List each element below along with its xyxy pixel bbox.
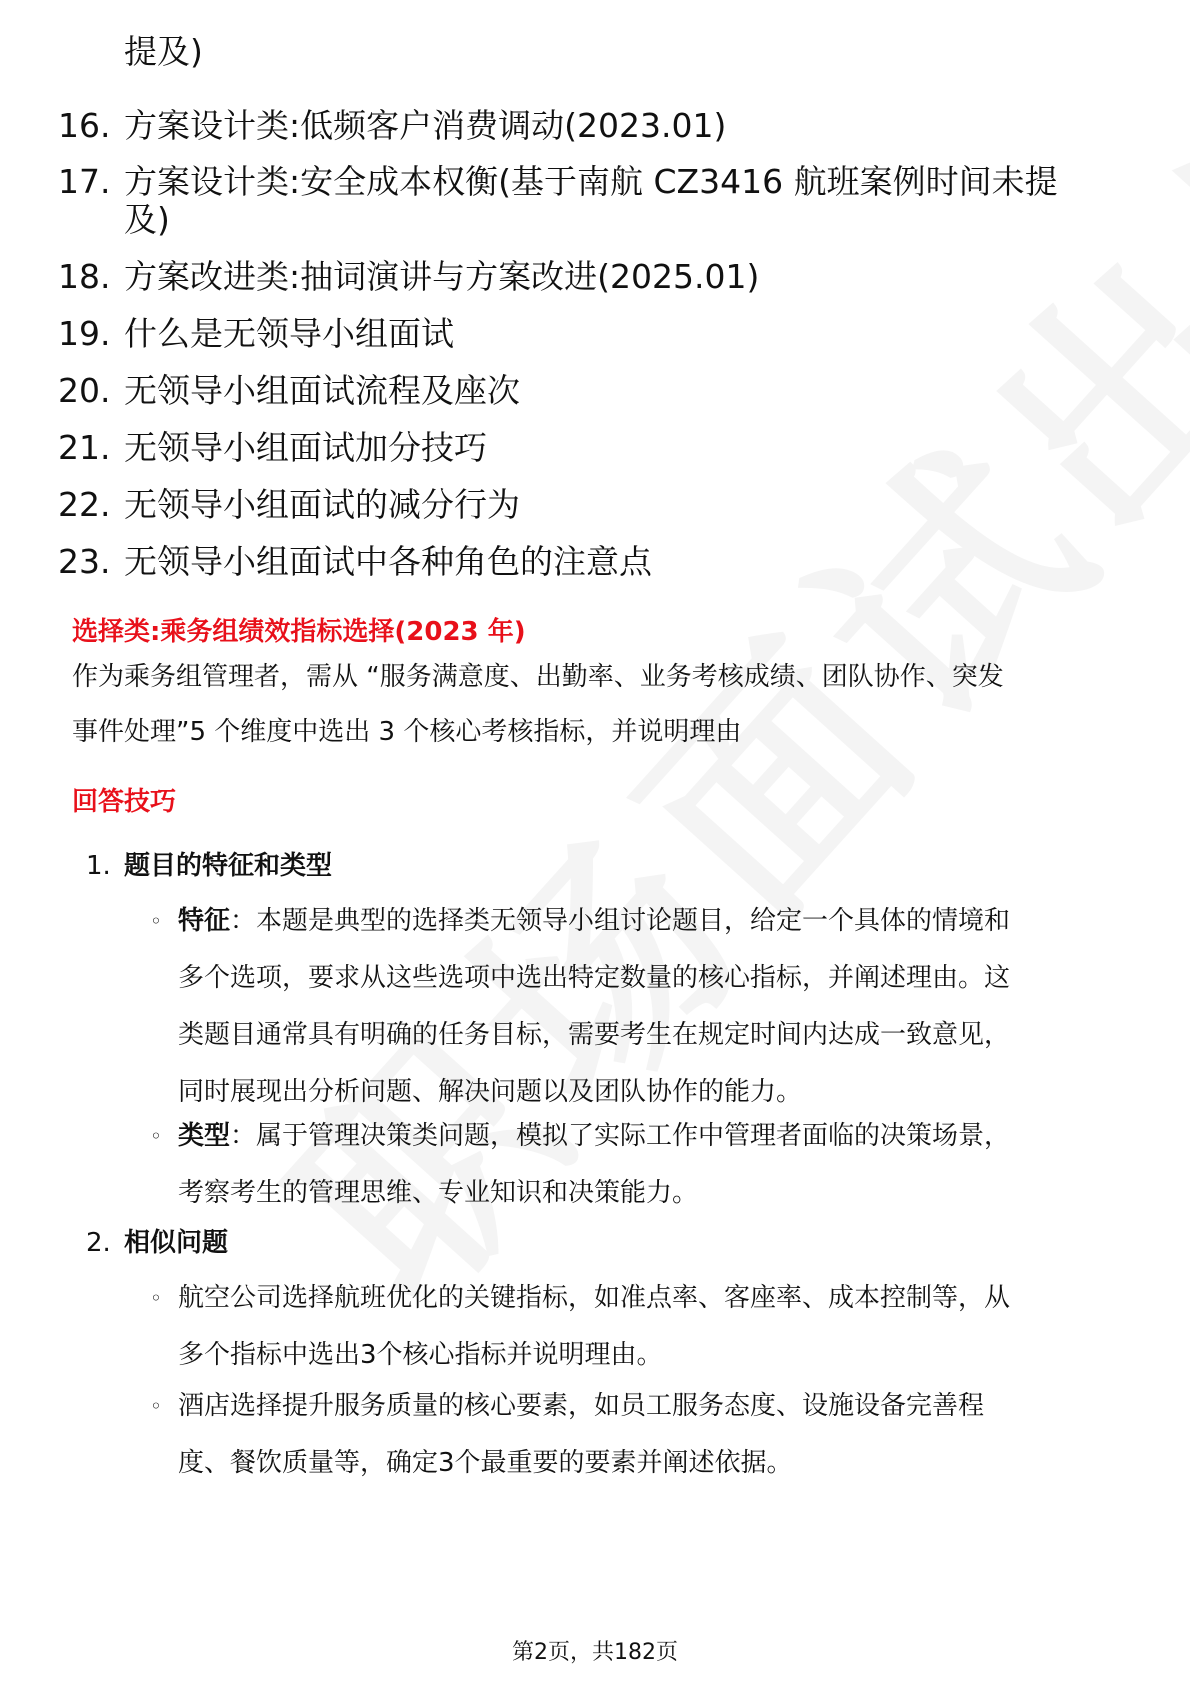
bullet-dot-icon: ◦ xyxy=(150,1394,162,1418)
section-title-text: 相似问题 xyxy=(124,1228,229,1258)
toc-text: 方案设计类:低频客户消费调动(2023.01) xyxy=(124,106,727,145)
bullet-similar-2 xyxy=(150,1378,1110,1492)
bullet-line-2: 多个选项，要求从这些选项中选出特定数量的核心指标，并阐述理由。这 xyxy=(178,963,1011,993)
bullet-line-1: 酒店选择提升服务质量的核心要素，如员工服务态度、设施设备完善程 xyxy=(178,1391,985,1421)
section-title-text: 题目的特征和类型 xyxy=(124,851,333,881)
question-heading: 选择类:乘务组绩效指标选择(2023 年) xyxy=(72,617,526,647)
toc-text: 什么是无领导小组面试 xyxy=(124,314,454,353)
toc-text: 无领导小组面试的减分行为 xyxy=(124,485,520,524)
toc-text: 方案改进类:抽词演讲与方案改进(2025.01) xyxy=(124,257,760,296)
toc-number: 21. xyxy=(58,428,111,467)
toc-text-cont: 及) xyxy=(124,200,170,239)
toc-text: 方案设计类:安全成本权衡(基于南航 CZ3416 航班案例时间未提 xyxy=(124,162,1058,201)
toc-number: 22. xyxy=(58,485,111,524)
toc-number: 20. xyxy=(58,371,111,410)
section-2-title xyxy=(86,1225,228,1261)
bullet-dot-icon: ◦ xyxy=(150,1124,162,1148)
bullet-similar-1 xyxy=(150,1270,1110,1384)
toc-number: 18. xyxy=(58,257,111,296)
bullet-line-2: 度、餐饮质量等，确定3个最重要的要素并阐述依据。 xyxy=(178,1448,793,1478)
question-body-line-2: 事件处理”5 个维度中选出 3 个核心考核指标，并说明理由 xyxy=(72,717,742,747)
bullet-line-1: 航空公司选择航班优化的关键指标，如准点率、客座率、成本控制等，从 xyxy=(178,1283,1011,1313)
bullet-text: 本题是典型的选择类无领导小组讨论题目，给定一个具体的情境和 xyxy=(256,906,1011,936)
bullet-line-1 xyxy=(178,1108,1110,1165)
toc-text: 无领导小组面试加分技巧 xyxy=(124,428,487,467)
bullet-label: 特征 xyxy=(178,906,231,936)
toc-number: 16. xyxy=(58,106,111,145)
bullet-line-2: 多个指标中选出3个核心指标并说明理由。 xyxy=(178,1340,663,1370)
toc-text: 无领导小组面试流程及座次 xyxy=(124,371,520,410)
bullet-colon: ： xyxy=(230,1121,257,1151)
bullet-line-3: 类题目通常具有明确的任务目标，需要考生在规定时间内达成一致意见， xyxy=(178,1020,1011,1050)
toc-number: 17. xyxy=(58,162,111,201)
bullet-line-1 xyxy=(178,893,1110,950)
bullet-line-2: 考察考生的管理思维、专业知识和决策能力。 xyxy=(178,1178,699,1208)
bullet-dot-icon: ◦ xyxy=(150,909,162,933)
bullet-colon: ： xyxy=(230,906,257,936)
toc-text: 无领导小组面试中各种角色的注意点 xyxy=(124,542,652,581)
page-footer: 第2页，共182页 xyxy=(512,1640,678,1665)
toc-carry-text: 提及) xyxy=(124,32,203,71)
section-number: 1. xyxy=(86,851,111,881)
bullet-feature xyxy=(150,893,1110,1121)
tips-heading: 回答技巧 xyxy=(72,787,177,817)
toc-number: 23. xyxy=(58,542,111,581)
bullet-type xyxy=(150,1108,1110,1222)
bullet-dot-icon: ◦ xyxy=(150,1286,162,1310)
bullet-text: 属于管理决策类问题，模拟了实际工作中管理者面临的决策场景， xyxy=(256,1121,1011,1151)
section-1-title xyxy=(86,848,332,884)
bullet-label: 类型 xyxy=(178,1121,231,1151)
toc-number: 19. xyxy=(58,314,111,353)
bullet-line-4: 同时展现出分析问题、解决问题以及团队协作的能力。 xyxy=(178,1077,803,1107)
question-body-line-1: 作为乘务组管理者，需从 “服务满意度、出勤率、业务考核成绩、团队协作、突发 xyxy=(72,662,1004,692)
section-number: 2. xyxy=(86,1228,111,1258)
